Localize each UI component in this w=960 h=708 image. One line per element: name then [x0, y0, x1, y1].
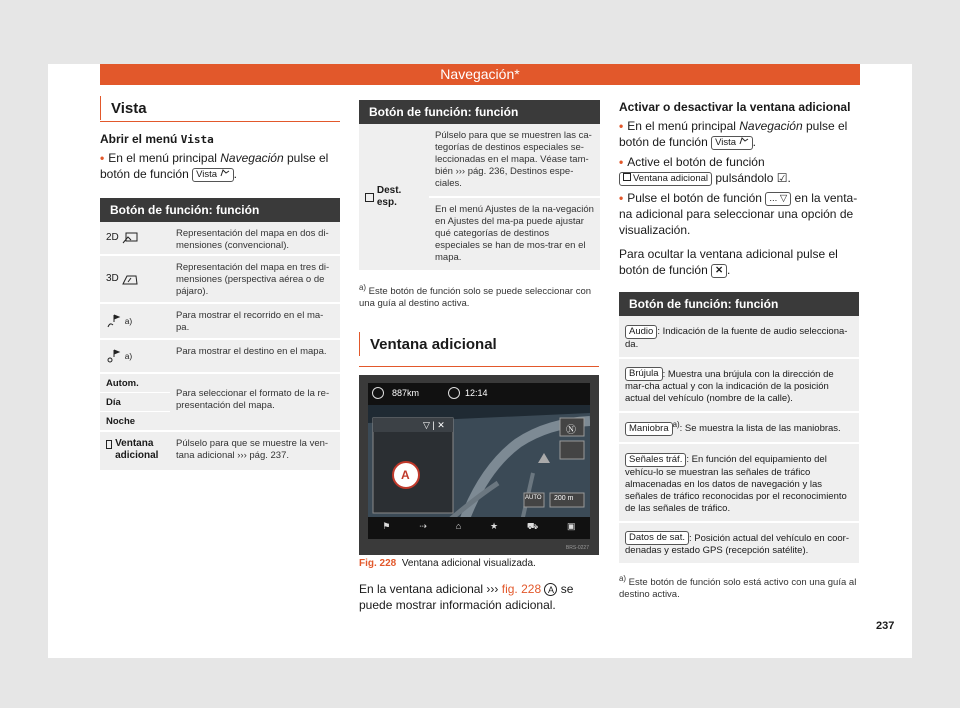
- table-row: Audio : Indicación de la fuente de audio selecciona-da.: [619, 316, 859, 359]
- radio-icon[interactable]: ▣: [567, 521, 576, 532]
- hide-instructions: Para ocultar la ventana adicional pulse el botón de función ✕ .: [619, 247, 838, 277]
- page-number: 237: [876, 620, 895, 632]
- button-ventana-adicional[interactable]: Ventana adicional: [100, 432, 170, 470]
- button-dia[interactable]: Día: [100, 393, 170, 412]
- bullet-icon: •: [619, 119, 624, 133]
- step-activate: • Active el botón de función Ventana adicional pulsándolo ☑.: [619, 155, 791, 185]
- chapter-banner: Navegación*: [100, 64, 860, 85]
- route-flag-icon: [106, 314, 122, 328]
- bullet-icon: •: [619, 155, 624, 169]
- close-window-button[interactable]: [711, 264, 727, 278]
- activar-heading: Activar o desactivar la ventana adicional: [619, 100, 851, 114]
- table-row: a) Para mostrar el recorrido en el ma-pa.: [100, 304, 340, 340]
- senales-traf-button[interactable]: Señales tráf.: [625, 453, 686, 467]
- close-icon: ✕: [715, 264, 724, 276]
- table-row: Autom. Día Noche Para seleccionar el formato de la re-presentación del mapa.: [100, 374, 340, 432]
- table-row: Señales tráf. : En función del equipamiento del vehícu-lo se muestran las señales de tráfico almacenadas en los datos de navegación y las señales de tráfico reconocidas por el reconocimiento de las señales de tráfico.: [619, 444, 859, 523]
- map-2d-icon: [122, 232, 138, 244]
- table-row: Datos de sat. : Posición actual del vehículo en coor-denadas y estado GPS (recepción satélite).: [619, 523, 859, 566]
- bottom-toolbar: [368, 521, 590, 533]
- button-autom[interactable]: Autom.: [100, 374, 170, 393]
- bullet-icon: •: [619, 191, 624, 205]
- section-title-ventana: Ventana adicional: [359, 332, 600, 356]
- footnote: $^{a)}$ Este botón de función solo está activo con una guía al destino activa.: [619, 574, 857, 601]
- table-row: Ventana adicional Púlselo para que se muestre la ven-tana adicional ››› pág. 237.: [100, 432, 340, 472]
- step-vista: • En el menú principal Navegación pulse el botón de función Vista .: [619, 119, 848, 149]
- table-header: Botón de función: función: [100, 198, 340, 222]
- bullet-icon: •: [100, 151, 105, 165]
- function-table-vista: [100, 198, 340, 472]
- button-3d[interactable]: 3D: [100, 256, 170, 302]
- table-header: Botón de función: función: [359, 100, 600, 124]
- step-select-option: • Pulse el botón de función ... ▽ en la venta-na adicional para seleccionar una opción de visualización.: [619, 191, 858, 237]
- checkbox-icon: [106, 440, 112, 449]
- audio-button[interactable]: Audio: [625, 325, 657, 339]
- button-dest-esp[interactable]: Dest. esp.: [359, 124, 429, 270]
- brujula-button[interactable]: Brújula: [625, 367, 663, 381]
- star-icon[interactable]: ★: [489, 521, 499, 532]
- options-dropdown-button[interactable]: ... ▽: [765, 192, 791, 206]
- table-row: Dest. esp. Púlselo para que se muestren las ca-tegorías de destinos especiales se-leccionadas en el mapa. Véase tam-bién ››› pág. 236, Destinos espe-ciales. En el menú Ajustes de la na-vegación en Ajustes del ma-pa puede ajustar qué categorías de destinos especiales se han de mos-trar en el mapa.: [359, 124, 600, 272]
- table-row: Maniobra $^{a)}$: Se muestra la lista de las maniobras.: [619, 413, 859, 444]
- north-icon[interactable]: Ⓝ: [566, 425, 576, 437]
- ventana-adicional-button[interactable]: Ventana adicional: [619, 172, 712, 186]
- button-noche[interactable]: Noche: [106, 416, 136, 427]
- map-canvas: [368, 383, 590, 539]
- route-icon[interactable]: ⇢: [419, 521, 427, 532]
- figure-228: 887km 12:14 ▽ | ✕ A Ⓝ AUTO 200 m ⚑ ⇢ ⌂ ★ ⛟ ▣ BRS-0227: [359, 375, 599, 555]
- checked-checkbox-icon: ☑: [776, 171, 788, 185]
- vista-button[interactable]: Vista: [192, 168, 234, 182]
- checkbox-icon: [365, 193, 374, 202]
- button-route-overview[interactable]: a): [100, 304, 170, 338]
- button-2d[interactable]: 2D: [100, 222, 170, 254]
- table-header: Botón de función: función: [619, 292, 859, 316]
- poi-icon[interactable]: ⌂: [455, 521, 462, 532]
- table-row: 2D Representación del mapa en dos di-mensiones (convencional).: [100, 222, 340, 256]
- function-table-ventana: [619, 292, 859, 565]
- open-menu-heading: Abrir el menú Vista: [100, 132, 214, 146]
- column-activar: [619, 100, 859, 601]
- section-rule: [100, 121, 340, 122]
- ventana-text: En la ventana adicional ››› fig. 228 A se puede mostrar información adicional.: [359, 582, 574, 613]
- figure-caption: Fig. 228 Ventana adicional visualizada.: [359, 558, 536, 570]
- checkbox-icon: [623, 173, 631, 181]
- table-row: a) Para mostrar el destino en el mapa.: [100, 340, 340, 374]
- destination-flag-icon: [106, 349, 122, 363]
- figure-link[interactable]: fig. 228: [501, 582, 542, 597]
- column-vista: [100, 96, 340, 472]
- table-row: Brújula : Muestra una brújula con la dirección de mar-cha actual y con la indicación de la posición actual del vehículo (nombre de la calle).: [619, 359, 859, 414]
- table-row: 3D Representación del mapa en tres di-mensiones (perspectiva aérea o de pájaro).: [100, 256, 340, 304]
- flag-icon[interactable]: ⚑: [382, 521, 391, 532]
- vista-button[interactable]: Vista: [711, 136, 753, 150]
- map-view-icon: [220, 169, 230, 177]
- car-icon[interactable]: ⛟: [526, 521, 539, 532]
- step-open-vista: • En el menú principal Navegación pulse el botón de función Vista .: [100, 151, 329, 181]
- map-view-icon: [739, 137, 749, 145]
- datos-sat-button[interactable]: Datos de sat.: [625, 531, 689, 545]
- window-controls[interactable]: ▽ | ✕: [423, 420, 445, 431]
- section-rule: [359, 366, 599, 367]
- map-3d-icon: [122, 273, 138, 285]
- button-destination[interactable]: a): [100, 340, 170, 372]
- section-title-vista: Vista: [100, 96, 340, 120]
- nav-screen: 887km 12:14 ▽ | ✕ A Ⓝ AUTO 200 m ⚑ ⇢ ⌂ ★ ⛟ ▣: [368, 383, 590, 539]
- footnote: $^{a)}$ Este botón de función solo se puede seleccionar con una guía al destino activa.: [359, 283, 592, 310]
- column-middle: [359, 100, 600, 613]
- maniobra-button[interactable]: Maniobra: [625, 422, 673, 436]
